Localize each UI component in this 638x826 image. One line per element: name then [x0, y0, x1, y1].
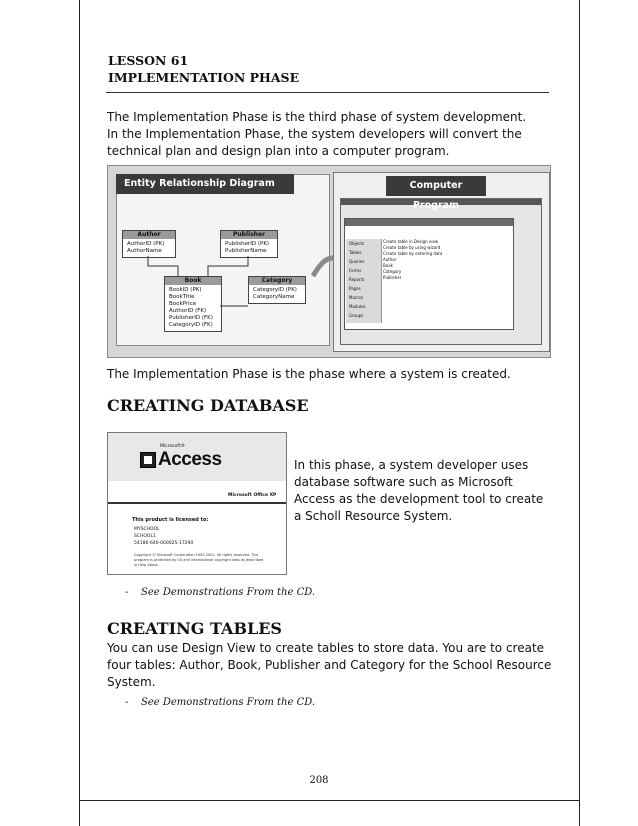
entity-field: PublisherName [225, 248, 267, 254]
tables-paragraph: You can use Design View to create tables to store data. You are to create four tables: Author, Book, Publisher and Category for the School Resource System. [107, 641, 552, 689]
db-item: Publisher [383, 275, 402, 280]
intro-paragraph [107, 109, 547, 160]
db-object: Queries [349, 259, 365, 264]
db-object: Pages [349, 286, 361, 291]
access-splash-image [107, 432, 287, 575]
access-logo-icon [140, 452, 156, 468]
entity-field: BookPrice [169, 301, 197, 307]
splash-detail: 54186-640-000025-17290 [134, 541, 194, 546]
lesson-title: IMPLEMENTATION PHASE [108, 70, 300, 85]
db-item: Book [383, 263, 393, 268]
db-object: Forms [349, 268, 362, 273]
entity-name: Author [123, 231, 175, 239]
entity-field: CategoryID (PK) [253, 287, 297, 293]
entity-field: BookID (PK) [169, 287, 202, 293]
page-border-right [579, 0, 580, 826]
splash-ms: Microsoft® [160, 444, 185, 449]
entity-name: Book [165, 277, 221, 285]
entity-field: AuthorID (PK) [127, 241, 165, 247]
db-tables-list [383, 239, 503, 309]
db-objects-pane [346, 239, 382, 323]
db-item: Category [383, 269, 402, 274]
intro-line-1: The Implementation Phase is the third phase of system development. [107, 110, 527, 124]
lesson-number: LESSON 61 [108, 53, 189, 68]
splash-detail: MYSCHOOL [134, 527, 160, 532]
db-item: Create table by using wizard [383, 245, 441, 250]
erd-title: Entity Relationship Diagram [116, 174, 294, 194]
db-item: Create table in Design view [383, 239, 439, 244]
entity-field: AuthorID (FK) [169, 308, 207, 314]
db-object: Modules [349, 304, 366, 309]
entity-field: BookTitle [169, 294, 195, 300]
db-demo-bullet: - See Demonstrations From the CD. [125, 587, 316, 598]
tables-demo-bullet: - See Demonstrations From the CD. [125, 697, 316, 708]
entity-name: Category [249, 277, 305, 285]
program-title: Computer Program [386, 176, 486, 196]
lesson-header [108, 52, 299, 86]
splash-details [134, 526, 193, 547]
db-object: Macros [349, 295, 364, 300]
splash-copyright: Copyright © Microsoft Corporation 1992-2001. All rights reserved. This program is protected by US and international copyright laws as described in Help About. [134, 553, 264, 567]
db-object: Tables [349, 250, 362, 255]
heading-creating-tables: CREATING TABLES [107, 619, 282, 638]
database-paragraph: In this phase, a system developer uses database software such as Microsoft Access as the development tool to create a Scholl Resource System. [294, 458, 544, 523]
page-number: 208 [309, 775, 329, 786]
header-rule [106, 92, 549, 93]
db-object: Reports [349, 277, 365, 282]
db-object: Objects [349, 241, 365, 246]
entity-field: AuthorName [127, 248, 162, 254]
splash-detail: SCHOOL1 [134, 534, 156, 539]
db-item: Author [383, 257, 397, 262]
splash-product: Access [158, 449, 222, 470]
entity-name: Publisher [221, 231, 277, 239]
bullet-text: See Demonstrations From the CD. [141, 697, 316, 708]
entity-field: CategoryID (FK) [169, 322, 213, 328]
erd-program-figure [107, 165, 551, 358]
entity-field: CategoryName [253, 294, 295, 300]
page-border-bottom [79, 800, 580, 801]
entity-field: PublisherID (PK) [225, 241, 270, 247]
db-object: Groups [349, 313, 364, 318]
entity-field: PublisherID (FK) [169, 315, 213, 321]
splash-licensed: This product is licensed to: [132, 517, 209, 523]
bullet-text: See Demonstrations From the CD. [141, 587, 316, 598]
page-border-left [79, 0, 80, 826]
splash-office: Microsoft Office XP [228, 493, 277, 498]
heading-creating-database: CREATING DATABASE [107, 396, 309, 415]
figure-caption: The Implementation Phase is the phase where a system is created. [107, 367, 511, 381]
intro-line-2: In the Implementation Phase, the system developers will convert the technical plan and design plan into a computer program. [107, 127, 522, 158]
db-item: Create table by entering data [383, 251, 443, 256]
